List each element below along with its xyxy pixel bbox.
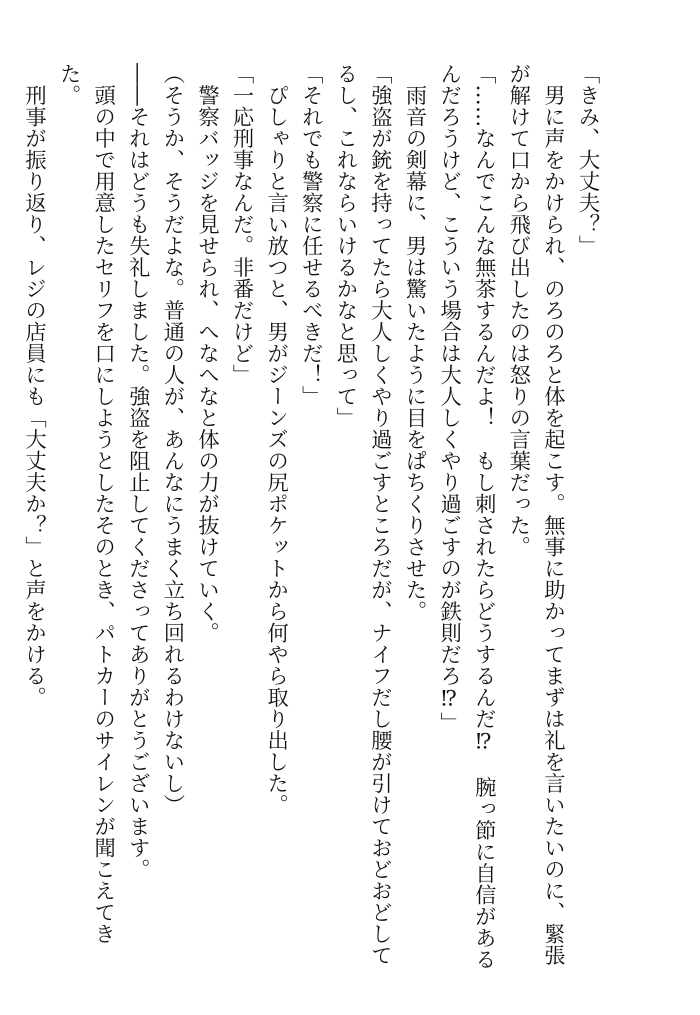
text-line: 「……なんでこんな無茶するんだよ！ もし刺されたらどうするんだ⁉ 腕っ節に自信がある <box>471 63 497 970</box>
text-line: た。 <box>56 63 82 106</box>
text-line: 警察バッジを見せられ、へなへなと体の力が抜けていく。 <box>194 63 220 644</box>
text-line: んだろうけど、こういう場合は大人しくやり過ごすのが鉄則だろ⁉」 <box>436 63 462 734</box>
text-line: 「きみ、大丈夫？」 <box>575 63 600 257</box>
text-line: 男に声をかけられ、のろのろと体を起こす。無事に助かってまずは礼を言いたいのに、緊張 <box>540 63 566 966</box>
text-line: 「それでも警察に任せるべきだ！」 <box>298 63 324 407</box>
text-line: 「強盗が銃を持ってたら大人しくやり過ごすところだが、ナイフだし腰が引けておどおどして <box>367 63 393 966</box>
text-line: るし、これならいけるかなと思って」 <box>332 63 358 429</box>
text-line: 刑事が振り返り、レジの店員にも「大丈夫か？」と声をかける。 <box>21 63 47 708</box>
text-line: 雨音の剣幕に、男は驚いたように目をぱちくりさせた。 <box>402 63 428 622</box>
text-line: 頭の中で用意したセリフを口にしようとしたそのとき、パトカーのサイレンが聞こえてき <box>90 63 116 945</box>
text-line: が解けて口から飛び出したのは怒りの言葉だった。 <box>505 63 531 558</box>
text-line: ぴしゃりと言い放つと、男がジーンズの尻ポケットから何やら取り出した。 <box>263 63 289 816</box>
text-line: （そうか、そうだよな。普通の人が、あんなにうまく立ち回れるわけないし） <box>159 63 185 816</box>
vertical-text-body <box>16 63 604 970</box>
text-line: ――それはどうも失礼しました。強盗を阻止してくださってありがとうございます。 <box>125 63 151 880</box>
text-line: 「一応刑事なんだ。非番だけど」 <box>229 63 255 386</box>
